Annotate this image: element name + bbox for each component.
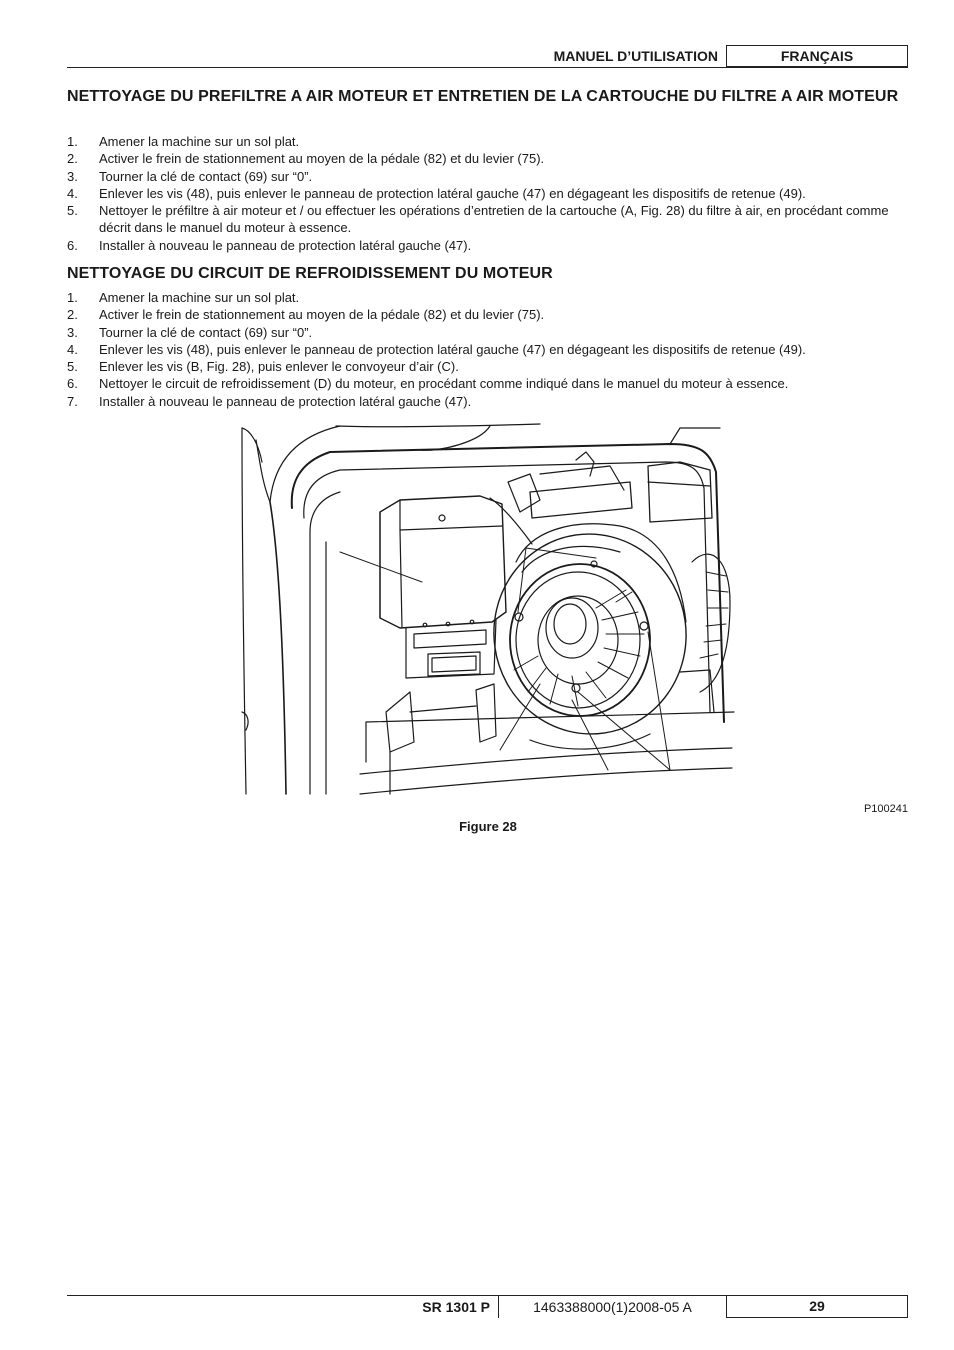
step-number: 4. (67, 185, 78, 201)
step-number: 2. (67, 307, 78, 323)
list-item (67, 375, 908, 392)
list-item (67, 358, 908, 375)
engine-compartment-illustration (240, 422, 736, 796)
list-item (67, 150, 908, 167)
step-number: 1. (67, 134, 78, 149)
step-text: Tourner la clé de contact (69) sur “0”. (99, 168, 313, 184)
list-item (67, 237, 908, 254)
step-text: Enlever les vis (48), puis enlever le panneau de protection latéral gauche (47) en dégageant les dispositifs de retenue (49). (99, 185, 806, 201)
step-text: Amener la machine sur un sol plat. (99, 290, 300, 305)
step-number: 1. (67, 290, 78, 305)
list-item (67, 306, 908, 323)
step-text: Enlever les vis (48), puis enlever le panneau de protection latéral gauche (47) en dégageant les dispositifs de retenue (49). (99, 341, 806, 357)
list-item (67, 393, 908, 410)
language-label: FRANÇAIS (726, 45, 908, 67)
model-name: SR 1301 P (422, 1299, 490, 1315)
list-item (67, 185, 908, 202)
section1-steps (67, 133, 908, 254)
document-code: 1463388000(1)2008-05 A (498, 1296, 726, 1318)
figure-caption: Figure 28 (459, 819, 517, 834)
section2-title: NETTOYAGE DU CIRCUIT DE REFROIDISSEMENT DU MOTEUR (67, 265, 553, 282)
step-text: Nettoyer le circuit de refroidissement (D) du moteur, en procédant comme indiqué dans le manuel du moteur à essence. (99, 376, 789, 392)
list-item (67, 133, 908, 150)
step-number: 3. (67, 324, 78, 340)
list-item (67, 168, 908, 185)
step-number: 5. (67, 203, 78, 219)
page-number: 29 (726, 1295, 908, 1318)
step-number: 5. (67, 359, 78, 375)
list-item (67, 289, 908, 306)
section2-steps (67, 289, 908, 410)
list-item (67, 324, 908, 341)
list-item (67, 341, 908, 358)
list-item (67, 202, 908, 237)
figure-code: P100241 (863, 803, 908, 815)
step-number: 4. (67, 341, 78, 357)
step-number: 3. (67, 168, 78, 184)
section1-title: NETTOYAGE DU PREFILTRE A AIR MOTEUR ET ENTRETIEN DE LA CARTOUCHE DU FILTRE A AIR MOTEUR (67, 88, 899, 105)
header-rule (67, 67, 908, 68)
step-text: Tourner la clé de contact (69) sur “0”. (99, 324, 313, 340)
manual-title: MANUEL D’UTILISATION (553, 48, 718, 64)
step-text: Installer à nouveau le panneau de protection latéral gauche (47). (99, 237, 472, 253)
step-text: Enlever les vis (B, Fig. 28), puis enlever le convoyeur d’air (C). (99, 359, 459, 375)
step-text: Installer à nouveau le panneau de protection latéral gauche (47). (99, 393, 472, 409)
step-text: Activer le frein de stationnement au moyen de la pédale (82) et du levier (75). (99, 307, 545, 323)
step-text: Amener la machine sur un sol plat. (99, 134, 300, 149)
step-text: Activer le frein de stationnement au moyen de la pédale (82) et du levier (75). (99, 151, 545, 167)
step-number: 6. (67, 376, 78, 392)
step-number: 2. (67, 151, 78, 167)
step-number: 6. (67, 237, 78, 253)
step-number: 7. (67, 393, 78, 409)
step-text: Nettoyer le préfiltre à air moteur et / ou effectuer les opérations d’entretien de la cartouche (A, Fig. 28) du filtre à air, en procédant comme décrit dans le manuel du moteur à essence. (99, 203, 889, 236)
